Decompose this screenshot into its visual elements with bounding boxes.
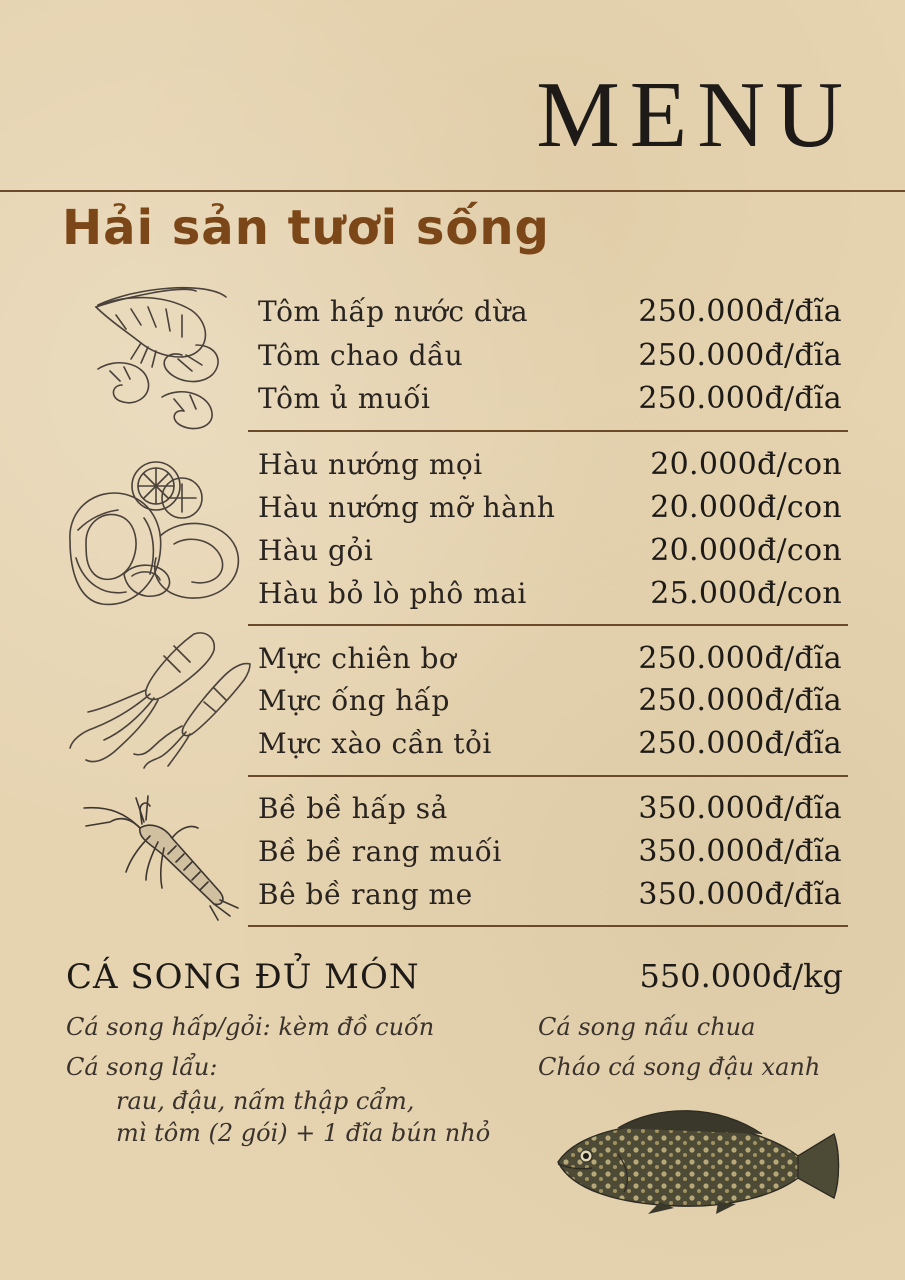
item-price: 20.000đ/con <box>650 489 842 525</box>
menu-item <box>258 573 842 613</box>
item-price: 350.000đ/đĩa <box>638 790 842 826</box>
item-name: Hàu nướng mọi <box>258 447 483 481</box>
menu-item <box>258 378 842 418</box>
item-price: 250.000đ/đĩa <box>638 682 842 718</box>
hotpot-detail: rau, đậu, nấm thập cẩm, <box>116 1087 415 1115</box>
menu-title: MENU <box>536 63 853 167</box>
item-name: Mực xào cần tỏi <box>258 726 492 760</box>
menu-item <box>258 723 842 763</box>
section-heading: Hải sản tươi sống <box>62 200 550 256</box>
item-name: Mực ống hấp <box>258 683 450 717</box>
oyster-icon <box>64 458 244 616</box>
item-price: 250.000đ/đĩa <box>638 293 842 329</box>
item-name: Tôm ủ muối <box>258 381 431 415</box>
grouper-fish-icon <box>548 1098 840 1216</box>
item-price: 350.000đ/đĩa <box>638 876 842 912</box>
item-name: Hàu nướng mỡ hành <box>258 490 556 524</box>
item-name: Tôm chao dầu <box>258 338 464 372</box>
mantis-shrimp-icon <box>80 788 240 922</box>
item-price: 20.000đ/con <box>650 532 842 568</box>
item-price: 20.000đ/con <box>650 446 842 482</box>
group-divider <box>248 925 848 927</box>
grouper-dish: Cháo cá song đậu xanh <box>538 1053 821 1081</box>
menu-item <box>258 788 842 828</box>
item-name: Bề bề rang muối <box>258 834 502 868</box>
menu-item <box>258 487 842 527</box>
item-price: 250.000đ/đĩa <box>638 380 842 416</box>
grouper-dish: Cá song nấu chua <box>538 1013 756 1041</box>
header-divider <box>0 190 905 192</box>
grouper-title: CÁ SONG ĐỦ MÓN <box>66 957 420 997</box>
item-name: Tôm hấp nước dừa <box>258 294 529 328</box>
hotpot-detail: mì tôm (2 gói) + 1 đĩa bún nhỏ <box>116 1119 491 1147</box>
squid-icon <box>64 628 254 776</box>
item-name: Hàu bỏ lò phô mai <box>258 576 527 610</box>
item-price: 250.000đ/đĩa <box>638 640 842 676</box>
menu-item <box>258 638 842 678</box>
item-name: Hàu gỏi <box>258 533 374 567</box>
item-name: Bê bề rang me <box>258 877 473 911</box>
menu-item <box>258 831 842 871</box>
group-divider <box>248 430 848 432</box>
item-price: 25.000đ/con <box>650 575 842 611</box>
item-name: Bề bề hấp sả <box>258 791 448 825</box>
menu-item <box>258 335 842 375</box>
group-divider <box>248 775 848 777</box>
group-divider <box>248 624 848 626</box>
menu-item <box>258 444 842 484</box>
menu-item <box>258 530 842 570</box>
grouper-dish: Cá song hấp/gỏi: kèm đồ cuốn <box>66 1013 435 1041</box>
item-price: 250.000đ/đĩa <box>638 337 842 373</box>
item-price: 350.000đ/đĩa <box>638 833 842 869</box>
item-price: 250.000đ/đĩa <box>638 725 842 761</box>
grouper-price: 550.000đ/kg <box>639 957 843 995</box>
menu-item <box>258 874 842 914</box>
menu-item <box>258 291 842 331</box>
grouper-dish: Cá song lẩu: <box>66 1053 218 1081</box>
menu-item <box>258 680 842 720</box>
item-name: Mực chiên bơ <box>258 641 457 675</box>
shrimp-icon <box>86 285 236 435</box>
